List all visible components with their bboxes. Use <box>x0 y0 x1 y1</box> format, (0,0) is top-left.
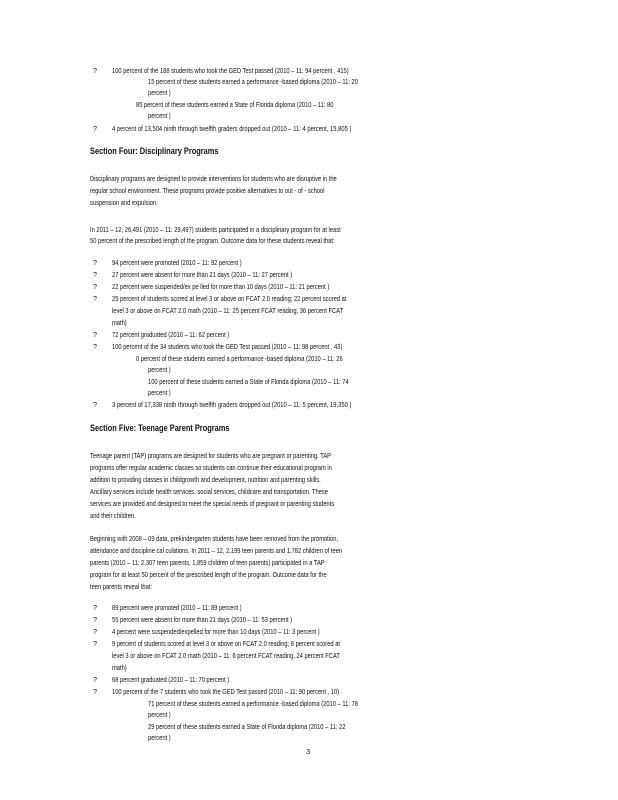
sec5-bullet-4-line1: 9 percent of students scored at level 3 or above on FCAT 2.0 reading; 8 percent scored at <box>112 639 341 648</box>
sec5-sub-1-b: percent ) <box>148 710 171 719</box>
section-four-heading: Section Four: Disciplinary Programs <box>90 146 219 157</box>
sec5-para2-line5: teen parents reveal that: <box>90 582 153 591</box>
sec5-sub-2-a: 29 percent of these students earned a State of Florida diploma (2010 – 11: 22 <box>148 722 346 731</box>
sec5-para2-line3: parents (2010 – 11: 2,307 teen parents, 1,859 children of teen parents) participated in a TAP <box>90 558 325 567</box>
bullet-glyph: ? <box>93 330 97 339</box>
sec3-sub-2-b: percent ) <box>148 111 171 120</box>
bullet-glyph: ? <box>93 66 97 75</box>
section-five-heading: Section Five: Teenage Parent Programs <box>90 423 230 434</box>
sec5-bullet-5: 68 percent graduated (2010 – 11: 70 percent ) <box>112 675 230 684</box>
bullet-glyph: ? <box>93 675 97 684</box>
bullet-glyph: ? <box>93 270 97 279</box>
bullet-glyph: ? <box>93 615 97 624</box>
sec4-bullet-5: 72 percent graduated (2010 – 11: 62 percent ) <box>112 330 230 339</box>
sec4-para1-line2: regular school environment. These programs provide positive alternatives to out - of - school <box>90 186 325 195</box>
sec3-sub-1-b: percent ) <box>148 88 171 97</box>
bullet-glyph: ? <box>93 258 97 267</box>
sec3-sub-1-a: 15 percent of these students earned a performance -based diploma (2010 – 11: 20 <box>148 77 358 86</box>
sec4-sub-2-a: 100 percent of these students earned a State of Florida diploma (2010 – 11: 74 <box>148 377 349 386</box>
sec5-para1-line3: addition to providing classes in childgrowth and development, nutrition and parenting skills. <box>90 475 321 484</box>
sec5-para1-line5: services are provided and designed to meet the special needs of pregnant or parenting students <box>90 499 335 508</box>
sec4-bullet-4-line3: math) <box>112 318 127 327</box>
sec3-bullet-2: 4 percent of 13,504 ninth through twelfth graders dropped out (2010 – 11: 4 percent, 15,805 ) <box>112 124 352 133</box>
sec4-bullet-4-line2: level 3 or above on FCAT 2.0 math (2010 – 11: 25 percent FCAT reading, 36 percent FCAT <box>112 306 344 315</box>
sec5-bullet-3: 4 percent were suspended/expelled for more than 10 days (2010 – 11: 3 percent ) <box>112 627 320 636</box>
sec4-bullet-6: 100 percent of the 34 students who took the GED Test passed (2010 – 11: 98 percent , 43) <box>112 342 343 351</box>
sec3-sub-2-a: 85 percent of these students earned a State of Florida diploma (2010 – 11: 80 <box>136 100 334 109</box>
sec5-bullet-4-line3: math) <box>112 663 127 672</box>
sec4-sub-1-b: percent ) <box>148 365 171 374</box>
sec4-bullet-4-line1: 25 percent of students scored at level 3 or above on FCAT 2.0 reading; 22 percent scored at <box>112 294 347 303</box>
sec4-bullet-7: 3 percent of 17,338 ninth through twelfth graders dropped out (2010 – 11: 5 percent, 19,350 ) <box>112 400 352 409</box>
sec4-sub-2-b: percent ) <box>148 388 171 397</box>
bullet-glyph: ? <box>93 294 97 303</box>
sec4-bullet-2: 27 percent were absent for more than 21 days (2010 – 11: 27 percent ) <box>112 270 293 279</box>
bullet-glyph: ? <box>93 400 97 409</box>
sec5-sub-2-b: percent ) <box>148 733 171 742</box>
sec4-bullet-1: 94 percent were promoted (2010 – 11: 92 percent ) <box>112 258 242 267</box>
bullet-glyph: ? <box>93 687 97 696</box>
sec4-para1-line3: suspension and expulsion. <box>90 198 158 207</box>
sec4-sub-1-a: 0 percent of these students earned a performance -based diploma (2010 – 11: 26 <box>136 354 343 363</box>
sec4-bullet-3: 22 percent were suspended/ex pe lled for more than 10 days (2010 – 11: 21 percent ) <box>112 282 330 291</box>
sec5-bullet-1: 89 percent were promoted (2010 – 11: 89 percent ) <box>112 603 242 612</box>
bullet-glyph: ? <box>93 627 97 636</box>
sec5-para1-line2: programs offer regular academic classes so students can continue their educational program in <box>90 463 332 472</box>
page-number: 3 <box>306 747 311 756</box>
sec5-bullet-2: 55 percent were absent for more than 21 days (2010 – 11: 53 percent ) <box>112 615 293 624</box>
bullet-glyph: ? <box>93 603 97 612</box>
sec5-sub-1-a: 71 percent of these students earned a performance -based diploma (2010 – 11: 78 <box>148 699 358 708</box>
sec5-bullet-4-line2: level 3 or above on FCAT 2.0 math (2010 – 11: 6 percent FCAT reading, 24 percent FCAT <box>112 651 340 660</box>
sec5-para1-line4: Ancillary services include health services, social services, childcare and transportation. These <box>90 487 328 496</box>
sec5-para2-line2: attendance and discipline cal culations. In 2011 – 12, 2,199 teen parents and 1,782 children of teen <box>90 546 343 555</box>
bullet-glyph: ? <box>93 639 97 648</box>
sec4-para1-line1: Disciplinary programs are designed to provide interventions for students who are disruptive in the <box>90 174 337 183</box>
sec5-bullet-6: 100 percent of the 7 students who took the GED Test passed (2010 – 11: 90 percent , 10) <box>112 687 340 696</box>
sec5-para2-line4: program for at least 50 percent of the prescribed length of the program. Outcome data for the <box>90 570 327 579</box>
bullet-glyph: ? <box>93 282 97 291</box>
sec5-para1-line1: Teenage parent (TAP) programs are designed for students who are pregnant or parenting. TAP <box>90 451 331 460</box>
sec5-para1-line6: and their children. <box>90 511 136 520</box>
sec4-para2-line1: In 2011 – 12, 26,491 (2010 – 11: 29,497) students participated in a disciplinary program for at least <box>90 225 341 234</box>
bullet-glyph: ? <box>93 124 97 133</box>
sec5-para2-line1: Beginning with 2008 – 09 data, prekindergarten students have been removed from the promotion, <box>90 534 339 543</box>
sec3-bullet-1: 100 percent of the 188 students who took the GED Test passed (2010 – 11: 94 percent , 415) <box>112 66 349 75</box>
sec4-para2-line2: 50 percent of the prescribed length of the program. Outcome data for these students reveal that: <box>90 236 335 245</box>
bullet-glyph: ? <box>93 342 97 351</box>
